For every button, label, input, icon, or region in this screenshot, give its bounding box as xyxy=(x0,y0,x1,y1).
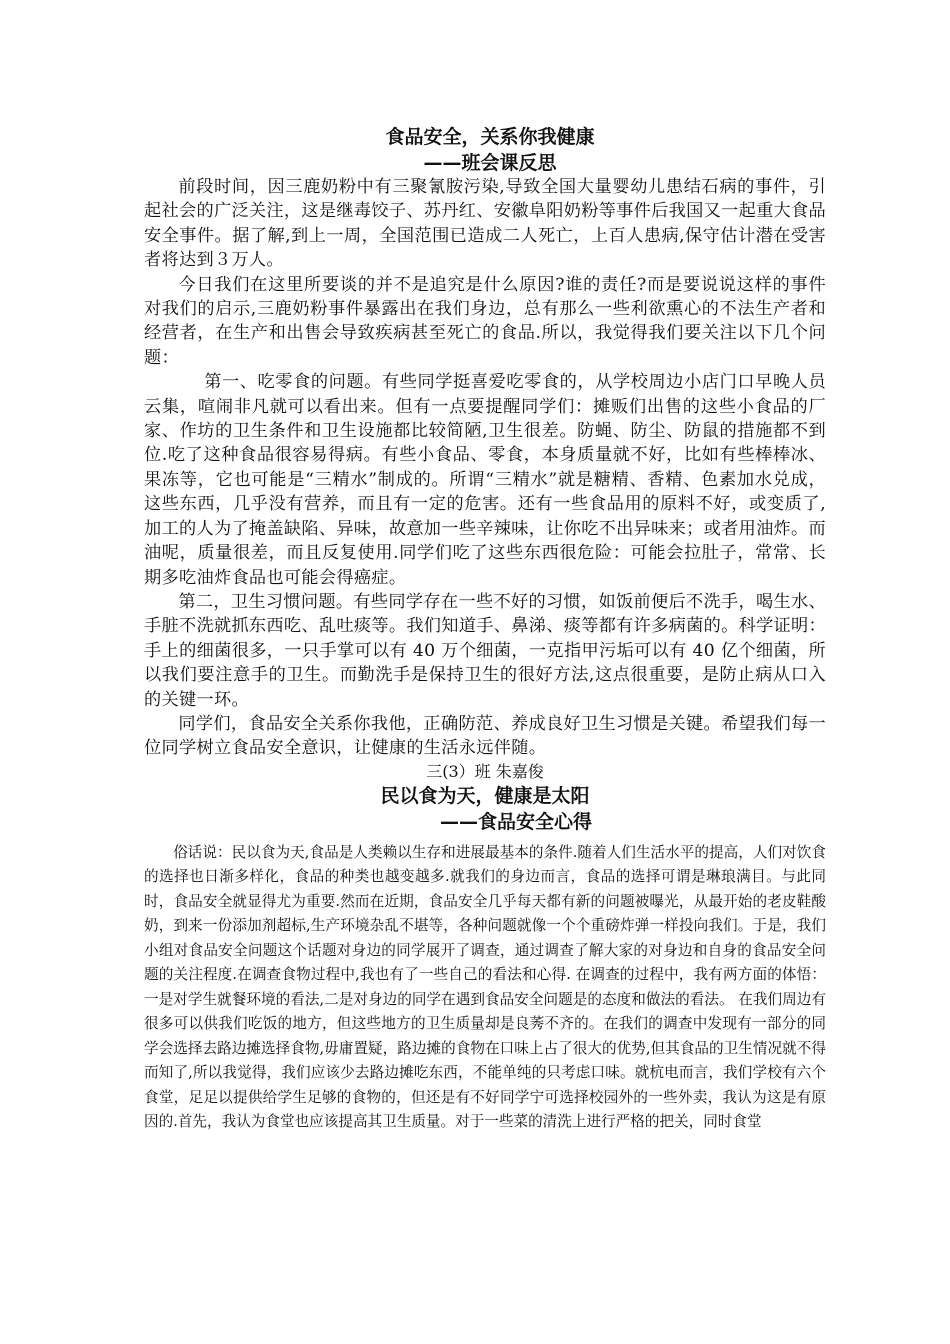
article-1-subtitle: ——班会课反思 xyxy=(423,152,557,174)
article-1-paragraph: 今日我们在这里所要谈的并不是追究是什么原因?谁的责任?而是要说说这样的事件对我们的启示,三鹿奶粉事件暴露出在我们身边，总有那么一些利欲熏心的不法生产者和经营者，在生产和出售会导致疾病甚至死亡的食品.所以，我觉得我们要关注以下几个问题： xyxy=(144,274,826,368)
article-2-subtitle: ——食品安全心得 xyxy=(440,810,593,833)
article-1-paragraph: 前段时间，因三鹿奶粉中有三聚氰胺污染,导致全国大量婴幼儿患结石病的事件，引起社会的广泛关注，这是继毒饺子、苏丹红、安徽阜阳奶粉等事件后我国又一起重大食品安全事件。据了解,到上一周，全国范围已造成二人死亡，上百人患病,保守估计潜在受害者将达到３万人。 xyxy=(144,177,827,271)
article-1-signature: 三(3）班 朱嘉俊 xyxy=(426,761,544,781)
article-2-paragraph: 俗话说：民以食为天,食品是人类赖以生存和进展最基本的条件.随着人们生活水平的提高，人们对饮食的选择也日渐多样化，食品的种类也越变越多.就我们的身边而言，食品的选择可谓是琳琅满目。与此同时，食品安全就显得尤为重要.然而在近期，食品安全几乎每天都有新的问题被曝光，从最开始的老皮鞋酸奶，到来一份添加剂超标,生产环境杂乱不堪等，各种问题就像一个个重磅炸弹一样投向我们。于是，我们小组对食品安全问题这个话题对身边的同学展开了调查，通过调查了解大家的对身边和自身的食品安全问题的关注程度.在调查食物过程中,我也有了一些自己的看法和心得. 在调查的过程中，我有两方面的体悟：一是对学生就餐环境的看法,二是对身边的同学在遇到食品安全问题是的态度和做法的看法。 在我们周边有很多可以供我们吃饭的地方，但这些地方的卫生质量却是良莠不齐的。在我们的调查中发现有一部分的同学会选择去路边摊选择食物,毋庸置疑，路边摊的食物在口味上占了很大的优势,但其食品的卫生情况就不得而知了,所以我觉得，我们应该少去路边摊吃东西，不能单纯的只考虑口味。就杭电而言，我们学校有六个食堂，足足以提供给学生足够的食物的，但还是有不好同学宁可选择校园外的一些外卖，我认为这是有原因的.首先，我认为食堂也应该提高其卫生质量。对于一些菜的清洗上进行严格的把关，同时食堂 xyxy=(144,843,826,1131)
article-2-title: 民以食为天，健康是太阳 xyxy=(380,784,590,807)
article-1-paragraph: 同学们，食品安全关系你我他，正确防范、养成良好卫生习惯是关键。希望我们每一位同学树立食品安全意识，让健康的生活永远伴随。 xyxy=(144,713,826,759)
article-1-paragraph: 第一、吃零食的问题。有些同学挺喜爱吃零食的，从学校周边小店门口早晚人员云集，喧闹非凡就可以看出来。但有一点要提醒同学们：摊贩们出售的这些小食品的厂家、作坊的卫生条件和卫生设施都比较简陋,卫生很差。防蝇、防尘、防鼠的措施都不到位.吃了这种食品很容易得病。有些小食品、零食，本身质量就不好，比如有些棒棒冰、果冻等，它也可能是“三精水”制成的。所谓“三精水”就是糖精、香精、色素加水兑成，这些东西，几乎没有营养，而且有一定的危害。还有一些食品用的原料不好，或变质了,加工的人为了掩盖缺陷、异味，故意加一些辛辣味，让你吃不出异味来；或者用油炸。而油呢，质量很差，而且反复使用.同学们吃了这些东西很危险：可能会拉肚子，常常、长期多吃油炸食品也可能会得癌症。 xyxy=(144,372,827,588)
article-1-title: 食品安全，关系你我健康 xyxy=(385,126,595,148)
article-1-paragraph: 第二，卫生习惯问题。有些同学存在一些不好的习惯，如饭前便后不洗手，喝生水、手脏不洗就抓东西吃、乱吐痰等。我们知道手、鼻涕、痰等都有许多病菌的。科学证明：手上的细菌很多，一只手掌可以有 40 万个细菌，一克指甲污垢可以有 40 亿个细菌，所以我们要注意手的卫生。而勤洗手是保持卫生的很好方法,这点很重要，是防止病从口入的关键一环。 xyxy=(144,591,827,710)
document-page xyxy=(144,120,826,1135)
